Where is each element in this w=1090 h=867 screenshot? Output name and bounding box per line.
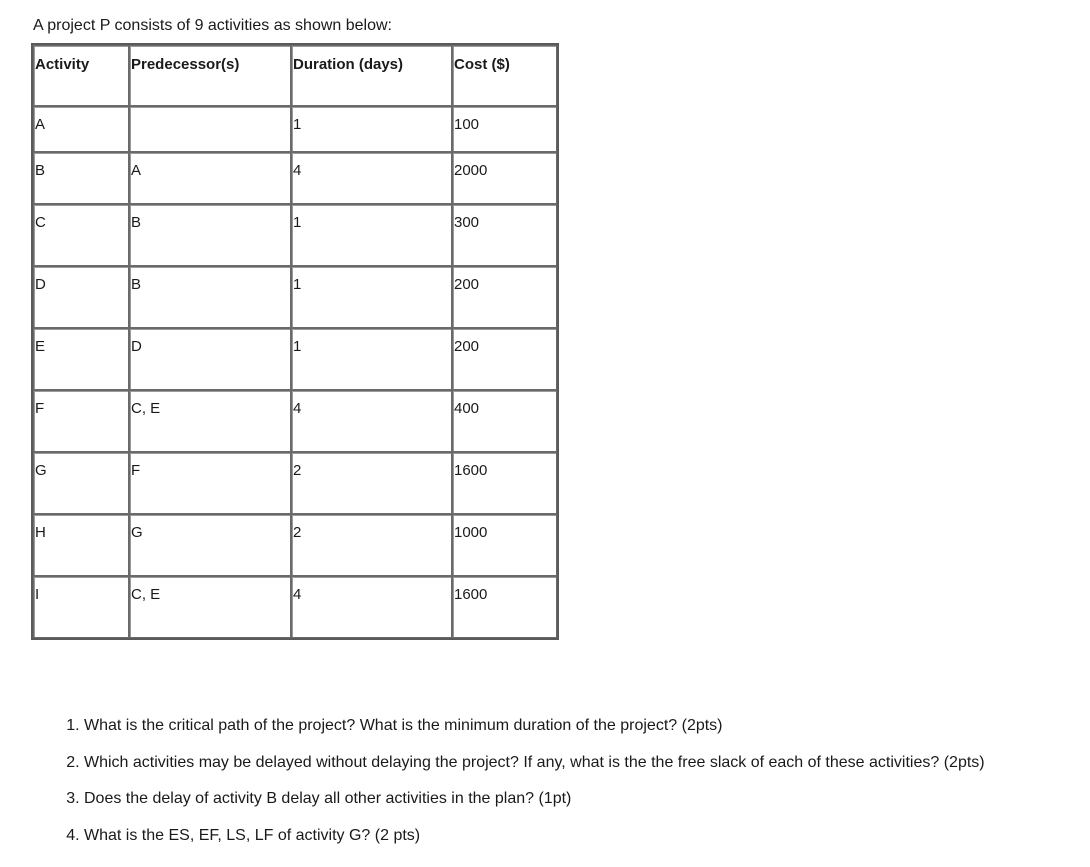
cell-duration: 4: [291, 152, 452, 204]
table-row: [33, 514, 557, 576]
cell-predecessors: B: [129, 266, 291, 328]
cell-activity: H: [33, 514, 129, 576]
cell-activity: C: [33, 204, 129, 266]
question-item: 3. Does the delay of activity B delay all other activities in the plan? (1pt): [84, 789, 1090, 826]
cell-cost: 400: [452, 390, 557, 452]
header-cost: Cost ($): [452, 45, 557, 106]
cell-predecessors: C, E: [129, 390, 291, 452]
table-row: [33, 106, 557, 152]
question-item: 1. What is the critical path of the project? What is the minimum duration of the project? (2pts): [84, 716, 1090, 753]
table-row: [33, 152, 557, 204]
cell-predecessors: C, E: [129, 576, 291, 638]
cell-cost: 100: [452, 106, 557, 152]
cell-duration: 1: [291, 106, 452, 152]
cell-predecessors: G: [129, 514, 291, 576]
cell-activity: A: [33, 106, 129, 152]
table-row: [33, 390, 557, 452]
cell-activity: E: [33, 328, 129, 390]
activities-table: [31, 43, 559, 640]
cell-activity: B: [33, 152, 129, 204]
cell-activity: F: [33, 390, 129, 452]
cell-duration: 4: [291, 576, 452, 638]
cell-cost: 200: [452, 328, 557, 390]
table-row: [33, 204, 557, 266]
cell-cost: 1600: [452, 452, 557, 514]
cell-activity: D: [33, 266, 129, 328]
cell-duration: 2: [291, 514, 452, 576]
cell-duration: 4: [291, 390, 452, 452]
questions-list: [44, 716, 1090, 862]
cell-predecessors: A: [129, 152, 291, 204]
table-header-row: [33, 45, 557, 106]
question-item: 4. What is the ES, EF, LS, LF of activity G? (2 pts): [84, 826, 1090, 863]
cell-predecessors: [129, 106, 291, 152]
cell-duration: 1: [291, 328, 452, 390]
header-predecessors: Predecessor(s): [129, 45, 291, 106]
cell-cost: 1600: [452, 576, 557, 638]
cell-duration: 1: [291, 204, 452, 266]
cell-cost: 300: [452, 204, 557, 266]
header-duration: Duration (days): [291, 45, 452, 106]
table-row: [33, 266, 557, 328]
cell-predecessors: F: [129, 452, 291, 514]
cell-cost: 200: [452, 266, 557, 328]
cell-activity: I: [33, 576, 129, 638]
cell-predecessors: D: [129, 328, 291, 390]
cell-cost: 2000: [452, 152, 557, 204]
header-activity: Activity: [33, 45, 129, 106]
cell-duration: 1: [291, 266, 452, 328]
intro-text: A project P consists of 9 activities as shown below:: [33, 17, 392, 34]
table-row: [33, 452, 557, 514]
cell-predecessors: B: [129, 204, 291, 266]
table-row: [33, 328, 557, 390]
cell-duration: 2: [291, 452, 452, 514]
question-item: 2. Which activities may be delayed without delaying the project? If any, what is the the free slack of each of these activities? (2pts): [84, 753, 1090, 790]
cell-activity: G: [33, 452, 129, 514]
cell-cost: 1000: [452, 514, 557, 576]
table-row: [33, 576, 557, 638]
